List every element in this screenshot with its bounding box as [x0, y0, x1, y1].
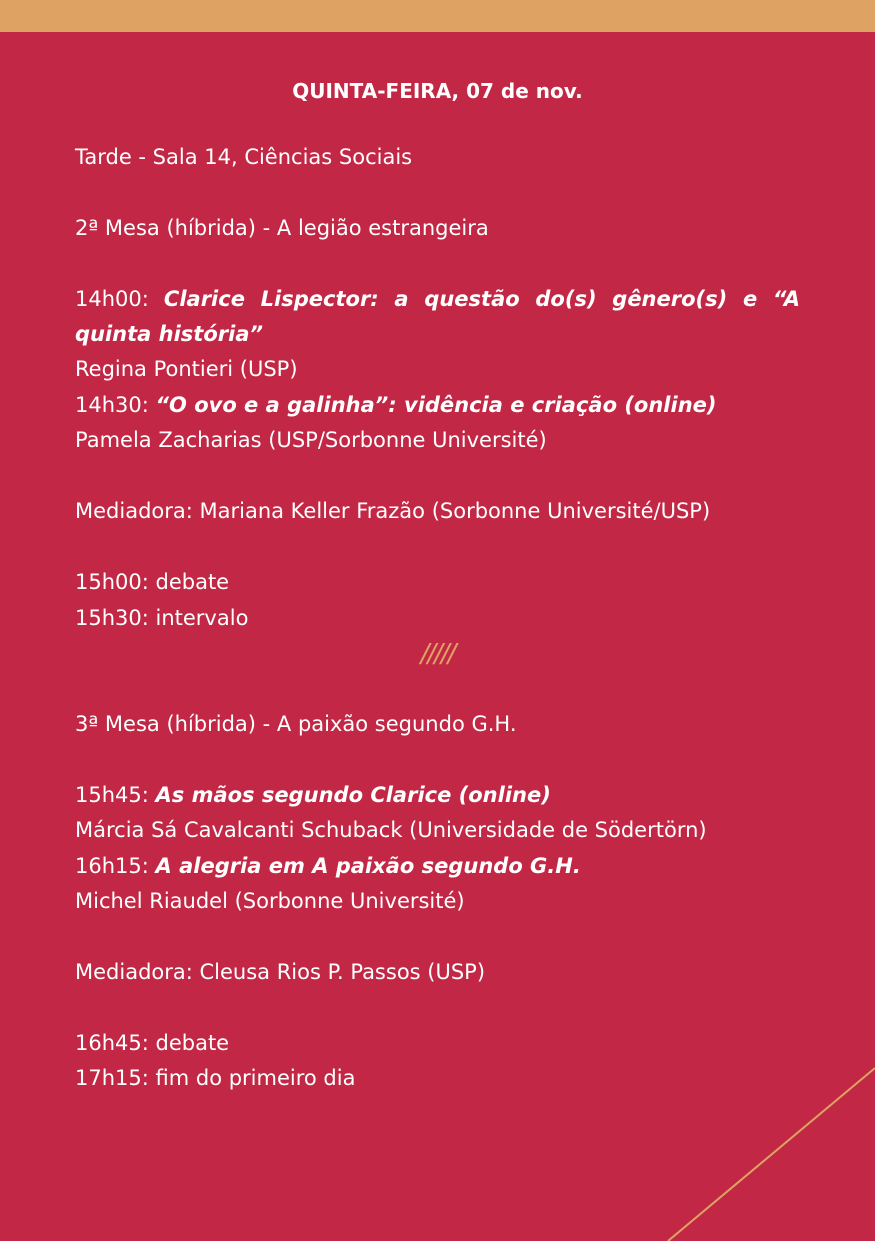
- top-accent-band: [0, 0, 875, 32]
- panel2-moderator: Mediadora: Mariana Keller Frazão (Sorbonne Université/USP): [75, 499, 711, 523]
- panel2-talk2-speaker: Pamela Zacharias (USP/Sorbonne Université): [75, 428, 547, 452]
- panel2-talk1-time: 14h00:: [75, 287, 149, 311]
- day-heading: QUINTA-FEIRA, 07 de nov.: [292, 79, 583, 103]
- panel3-talk1-title: As mãos segundo Clarice (online): [155, 783, 551, 807]
- panel2-debate: 15h00: debate: [75, 570, 230, 594]
- panel3-talk2-title: A alegria em A paixão segundo G.H.: [155, 854, 581, 878]
- panel2-break: 15h30: intervalo: [75, 606, 249, 630]
- panel3-debate: 16h45: debate: [75, 1031, 230, 1055]
- panel3-heading: 3ª Mesa (híbrida) - A paixão segundo G.H.: [75, 712, 517, 736]
- panel3-talk2: [75, 849, 581, 884]
- panel2-talk2-title: “O ovo e a galinha”: vidência e criação (online): [155, 393, 717, 417]
- panel2-talk1: [75, 282, 800, 352]
- panel3-talk2-time: 16h15:: [75, 854, 149, 878]
- panel3-talk2-speaker: Michel Riaudel (Sorbonne Université): [75, 889, 465, 913]
- section-divider: /////: [420, 639, 455, 669]
- panel2-talk2: [75, 388, 717, 423]
- panel3-talk1-speaker: Márcia Sá Cavalcanti Schuback (Universidade de Södertörn): [75, 818, 707, 842]
- panel2-talk2-time: 14h30:: [75, 393, 149, 417]
- panel3-talk1: [75, 778, 551, 813]
- session-location: Tarde - Sala 14, Ciências Sociais: [75, 145, 413, 169]
- panel3-end: 17h15: fim do primeiro dia: [75, 1066, 356, 1090]
- panel3-talk1-time: 15h45:: [75, 783, 149, 807]
- panel2-heading: 2ª Mesa (híbrida) - A legião estrangeira: [75, 216, 489, 240]
- panel2-talk1-title: Clarice Lispector: a questão do(s) gênero(s) e “A quinta história”: [75, 287, 800, 346]
- panel3-moderator: Mediadora: Cleusa Rios P. Passos (USP): [75, 960, 486, 984]
- panel2-talk1-speaker: Regina Pontieri (USP): [75, 357, 298, 381]
